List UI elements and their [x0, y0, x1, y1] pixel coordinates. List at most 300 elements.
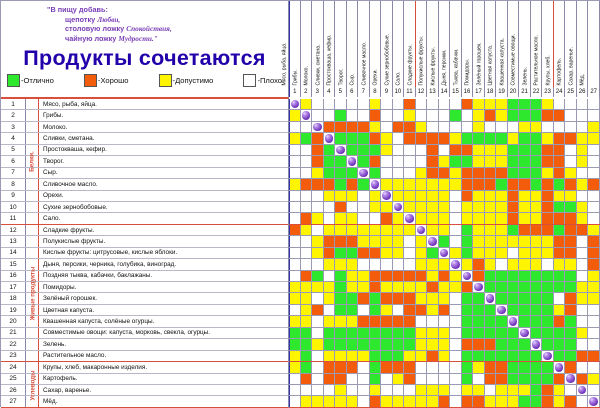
grid-cell-1-12[interactable]	[416, 99, 428, 109]
grid-cell-12-27[interactable]	[588, 225, 600, 235]
grid-cell-21-9[interactable]	[381, 328, 393, 338]
grid-cell-6-2[interactable]	[301, 156, 313, 166]
grid-cell-27-5[interactable]	[335, 396, 347, 406]
grid-cell-12-23[interactable]	[542, 225, 554, 235]
grid-cell-5-7[interactable]	[358, 145, 370, 155]
grid-cell-9-21[interactable]	[519, 191, 531, 201]
grid-cell-3-1[interactable]	[289, 122, 301, 132]
grid-cell-13-26[interactable]	[577, 236, 589, 246]
grid-cell-21-13[interactable]	[427, 328, 439, 338]
grid-cell-10-22[interactable]	[531, 202, 543, 212]
grid-cell-14-10[interactable]	[393, 248, 405, 258]
grid-cell-12-16[interactable]	[462, 225, 474, 235]
grid-cell-7-26[interactable]	[577, 168, 589, 178]
grid-cell-9-10[interactable]	[393, 191, 405, 201]
grid-cell-8-8[interactable]	[370, 179, 382, 189]
grid-cell-20-26[interactable]	[577, 316, 589, 326]
grid-cell-18-9[interactable]	[381, 293, 393, 303]
grid-cell-5-9[interactable]	[381, 145, 393, 155]
grid-cell-8-4[interactable]	[324, 179, 336, 189]
grid-cell-5-21[interactable]	[519, 145, 531, 155]
grid-cell-3-12[interactable]	[416, 122, 428, 132]
grid-cell-17-3[interactable]	[312, 282, 324, 292]
grid-cell-8-27[interactable]	[588, 179, 600, 189]
grid-cell-7-23[interactable]	[542, 168, 554, 178]
grid-cell-8-26[interactable]	[577, 179, 589, 189]
grid-cell-19-7[interactable]	[358, 305, 370, 315]
grid-cell-1-26[interactable]	[577, 99, 589, 109]
grid-cell-27-13[interactable]	[427, 396, 439, 406]
grid-cell-4-9[interactable]	[381, 133, 393, 143]
grid-cell-11-3[interactable]	[312, 213, 324, 223]
grid-cell-2-5[interactable]	[335, 110, 347, 120]
grid-cell-13-16[interactable]	[462, 236, 474, 246]
grid-cell-19-4[interactable]	[324, 305, 336, 315]
grid-cell-14-14[interactable]	[439, 248, 451, 258]
grid-cell-15-16[interactable]	[462, 259, 474, 269]
grid-cell-9-20[interactable]	[508, 191, 520, 201]
grid-cell-5-13[interactable]	[427, 145, 439, 155]
grid-cell-25-12[interactable]	[416, 374, 428, 384]
grid-cell-6-4[interactable]	[324, 156, 336, 166]
grid-cell-27-18[interactable]	[485, 396, 497, 406]
grid-cell-24-16[interactable]	[462, 362, 474, 372]
grid-cell-26-22[interactable]	[531, 385, 543, 395]
grid-cell-12-3[interactable]	[312, 225, 324, 235]
grid-cell-13-27[interactable]	[588, 236, 600, 246]
grid-cell-2-25[interactable]	[565, 110, 577, 120]
grid-cell-26-6[interactable]	[347, 385, 359, 395]
grid-cell-8-23[interactable]	[542, 179, 554, 189]
grid-cell-7-13[interactable]	[427, 168, 439, 178]
grid-cell-21-21[interactable]	[519, 328, 531, 338]
grid-cell-2-1[interactable]	[289, 110, 301, 120]
grid-cell-17-15[interactable]	[450, 282, 462, 292]
grid-cell-22-6[interactable]	[347, 339, 359, 349]
grid-cell-6-19[interactable]	[496, 156, 508, 166]
grid-cell-26-3[interactable]	[312, 385, 324, 395]
grid-cell-13-15[interactable]	[450, 236, 462, 246]
grid-cell-20-1[interactable]	[289, 316, 301, 326]
grid-cell-5-23[interactable]	[542, 145, 554, 155]
grid-cell-15-22[interactable]	[531, 259, 543, 269]
grid-cell-22-18[interactable]	[485, 339, 497, 349]
grid-cell-17-19[interactable]	[496, 282, 508, 292]
grid-cell-22-3[interactable]	[312, 339, 324, 349]
grid-cell-7-12[interactable]	[416, 168, 428, 178]
grid-cell-4-10[interactable]	[393, 133, 405, 143]
grid-cell-27-15[interactable]	[450, 396, 462, 406]
grid-cell-11-10[interactable]	[393, 213, 405, 223]
grid-cell-23-24[interactable]	[554, 351, 566, 361]
grid-cell-26-1[interactable]	[289, 385, 301, 395]
grid-cell-26-14[interactable]	[439, 385, 451, 395]
grid-cell-14-19[interactable]	[496, 248, 508, 258]
grid-cell-17-27[interactable]	[588, 282, 600, 292]
grid-cell-20-6[interactable]	[347, 316, 359, 326]
grid-cell-10-3[interactable]	[312, 202, 324, 212]
grid-cell-25-1[interactable]	[289, 374, 301, 384]
grid-cell-26-12[interactable]	[416, 385, 428, 395]
grid-cell-25-14[interactable]	[439, 374, 451, 384]
grid-cell-24-13[interactable]	[427, 362, 439, 372]
grid-cell-10-14[interactable]	[439, 202, 451, 212]
grid-cell-10-13[interactable]	[427, 202, 439, 212]
grid-cell-10-15[interactable]	[450, 202, 462, 212]
grid-cell-18-12[interactable]	[416, 293, 428, 303]
grid-cell-19-5[interactable]	[335, 305, 347, 315]
grid-cell-9-18[interactable]	[485, 191, 497, 201]
grid-cell-13-20[interactable]	[508, 236, 520, 246]
grid-cell-3-23[interactable]	[542, 122, 554, 132]
grid-cell-1-17[interactable]	[473, 99, 485, 109]
grid-cell-2-4[interactable]	[324, 110, 336, 120]
grid-cell-12-10[interactable]	[393, 225, 405, 235]
grid-cell-7-22[interactable]	[531, 168, 543, 178]
grid-cell-27-27[interactable]	[588, 396, 600, 406]
grid-cell-17-20[interactable]	[508, 282, 520, 292]
grid-cell-9-22[interactable]	[531, 191, 543, 201]
grid-cell-16-20[interactable]	[508, 271, 520, 281]
grid-cell-24-12[interactable]	[416, 362, 428, 372]
grid-cell-24-3[interactable]	[312, 362, 324, 372]
grid-cell-6-17[interactable]	[473, 156, 485, 166]
grid-cell-8-17[interactable]	[473, 179, 485, 189]
grid-cell-6-26[interactable]	[577, 156, 589, 166]
grid-cell-13-14[interactable]	[439, 236, 451, 246]
grid-cell-14-6[interactable]	[347, 248, 359, 258]
grid-cell-9-17[interactable]	[473, 191, 485, 201]
grid-cell-8-16[interactable]	[462, 179, 474, 189]
grid-cell-2-2[interactable]	[301, 110, 313, 120]
grid-cell-19-21[interactable]	[519, 305, 531, 315]
grid-cell-5-12[interactable]	[416, 145, 428, 155]
grid-cell-20-8[interactable]	[370, 316, 382, 326]
grid-cell-22-8[interactable]	[370, 339, 382, 349]
grid-cell-2-27[interactable]	[588, 110, 600, 120]
grid-cell-27-19[interactable]	[496, 396, 508, 406]
grid-cell-18-5[interactable]	[335, 293, 347, 303]
grid-cell-14-5[interactable]	[335, 248, 347, 258]
grid-cell-14-25[interactable]	[565, 248, 577, 258]
grid-cell-25-24[interactable]	[554, 374, 566, 384]
grid-cell-21-3[interactable]	[312, 328, 324, 338]
grid-cell-18-3[interactable]	[312, 293, 324, 303]
grid-cell-6-25[interactable]	[565, 156, 577, 166]
grid-cell-23-16[interactable]	[462, 351, 474, 361]
grid-cell-15-11[interactable]	[404, 259, 416, 269]
grid-cell-5-11[interactable]	[404, 145, 416, 155]
grid-cell-15-20[interactable]	[508, 259, 520, 269]
grid-cell-19-22[interactable]	[531, 305, 543, 315]
grid-cell-6-11[interactable]	[404, 156, 416, 166]
grid-cell-23-25[interactable]	[565, 351, 577, 361]
grid-cell-3-4[interactable]	[324, 122, 336, 132]
grid-cell-19-12[interactable]	[416, 305, 428, 315]
grid-cell-25-23[interactable]	[542, 374, 554, 384]
grid-cell-16-16[interactable]	[462, 271, 474, 281]
grid-cell-23-2[interactable]	[301, 351, 313, 361]
grid-cell-10-23[interactable]	[542, 202, 554, 212]
grid-cell-8-20[interactable]	[508, 179, 520, 189]
grid-cell-20-13[interactable]	[427, 316, 439, 326]
grid-cell-19-8[interactable]	[370, 305, 382, 315]
grid-cell-25-17[interactable]	[473, 374, 485, 384]
grid-cell-19-14[interactable]	[439, 305, 451, 315]
grid-cell-14-27[interactable]	[588, 248, 600, 258]
grid-cell-8-6[interactable]	[347, 179, 359, 189]
grid-cell-19-9[interactable]	[381, 305, 393, 315]
grid-cell-22-23[interactable]	[542, 339, 554, 349]
grid-cell-21-2[interactable]	[301, 328, 313, 338]
grid-cell-3-9[interactable]	[381, 122, 393, 132]
grid-cell-12-1[interactable]	[289, 225, 301, 235]
grid-cell-25-27[interactable]	[588, 374, 600, 384]
grid-cell-27-24[interactable]	[554, 396, 566, 406]
grid-cell-18-10[interactable]	[393, 293, 405, 303]
grid-cell-4-2[interactable]	[301, 133, 313, 143]
grid-cell-18-1[interactable]	[289, 293, 301, 303]
grid-cell-15-17[interactable]	[473, 259, 485, 269]
grid-cell-22-12[interactable]	[416, 339, 428, 349]
grid-cell-26-24[interactable]	[554, 385, 566, 395]
grid-cell-6-23[interactable]	[542, 156, 554, 166]
grid-cell-10-21[interactable]	[519, 202, 531, 212]
grid-cell-7-8[interactable]	[370, 168, 382, 178]
grid-cell-21-20[interactable]	[508, 328, 520, 338]
grid-cell-23-14[interactable]	[439, 351, 451, 361]
grid-cell-19-23[interactable]	[542, 305, 554, 315]
grid-cell-14-17[interactable]	[473, 248, 485, 258]
grid-cell-25-11[interactable]	[404, 374, 416, 384]
grid-cell-23-1[interactable]	[289, 351, 301, 361]
grid-cell-22-2[interactable]	[301, 339, 313, 349]
grid-cell-11-24[interactable]	[554, 213, 566, 223]
grid-cell-4-21[interactable]	[519, 133, 531, 143]
grid-cell-5-8[interactable]	[370, 145, 382, 155]
grid-cell-14-26[interactable]	[577, 248, 589, 258]
grid-cell-20-21[interactable]	[519, 316, 531, 326]
grid-cell-25-19[interactable]	[496, 374, 508, 384]
grid-cell-9-23[interactable]	[542, 191, 554, 201]
grid-cell-26-11[interactable]	[404, 385, 416, 395]
grid-cell-18-18[interactable]	[485, 293, 497, 303]
grid-cell-5-25[interactable]	[565, 145, 577, 155]
grid-cell-22-5[interactable]	[335, 339, 347, 349]
grid-cell-11-11[interactable]	[404, 213, 416, 223]
grid-cell-27-17[interactable]	[473, 396, 485, 406]
grid-cell-19-2[interactable]	[301, 305, 313, 315]
grid-cell-19-3[interactable]	[312, 305, 324, 315]
grid-cell-15-27[interactable]	[588, 259, 600, 269]
grid-cell-11-6[interactable]	[347, 213, 359, 223]
grid-cell-3-7[interactable]	[358, 122, 370, 132]
grid-cell-6-18[interactable]	[485, 156, 497, 166]
grid-cell-13-1[interactable]	[289, 236, 301, 246]
grid-cell-22-19[interactable]	[496, 339, 508, 349]
grid-cell-6-20[interactable]	[508, 156, 520, 166]
grid-cell-4-14[interactable]	[439, 133, 451, 143]
grid-cell-14-23[interactable]	[542, 248, 554, 258]
grid-cell-13-6[interactable]	[347, 236, 359, 246]
grid-cell-21-27[interactable]	[588, 328, 600, 338]
grid-cell-18-19[interactable]	[496, 293, 508, 303]
grid-cell-14-22[interactable]	[531, 248, 543, 258]
grid-cell-13-18[interactable]	[485, 236, 497, 246]
grid-cell-8-3[interactable]	[312, 179, 324, 189]
grid-cell-3-13[interactable]	[427, 122, 439, 132]
grid-cell-27-12[interactable]	[416, 396, 428, 406]
grid-cell-6-5[interactable]	[335, 156, 347, 166]
grid-cell-3-27[interactable]	[588, 122, 600, 132]
grid-cell-15-13[interactable]	[427, 259, 439, 269]
grid-cell-17-10[interactable]	[393, 282, 405, 292]
grid-cell-15-7[interactable]	[358, 259, 370, 269]
grid-cell-26-15[interactable]	[450, 385, 462, 395]
grid-cell-7-20[interactable]	[508, 168, 520, 178]
grid-cell-25-3[interactable]	[312, 374, 324, 384]
grid-cell-12-17[interactable]	[473, 225, 485, 235]
grid-cell-23-19[interactable]	[496, 351, 508, 361]
grid-cell-2-14[interactable]	[439, 110, 451, 120]
grid-cell-21-16[interactable]	[462, 328, 474, 338]
grid-cell-23-10[interactable]	[393, 351, 405, 361]
grid-cell-11-20[interactable]	[508, 213, 520, 223]
grid-cell-14-21[interactable]	[519, 248, 531, 258]
grid-cell-20-10[interactable]	[393, 316, 405, 326]
grid-cell-12-5[interactable]	[335, 225, 347, 235]
grid-cell-18-11[interactable]	[404, 293, 416, 303]
grid-cell-12-25[interactable]	[565, 225, 577, 235]
grid-cell-14-2[interactable]	[301, 248, 313, 258]
grid-cell-26-25[interactable]	[565, 385, 577, 395]
grid-cell-1-8[interactable]	[370, 99, 382, 109]
grid-cell-14-12[interactable]	[416, 248, 428, 258]
grid-cell-16-9[interactable]	[381, 271, 393, 281]
grid-cell-5-4[interactable]	[324, 145, 336, 155]
grid-cell-27-1[interactable]	[289, 396, 301, 406]
grid-cell-16-7[interactable]	[358, 271, 370, 281]
grid-cell-8-25[interactable]	[565, 179, 577, 189]
grid-cell-21-1[interactable]	[289, 328, 301, 338]
grid-cell-24-10[interactable]	[393, 362, 405, 372]
grid-cell-7-16[interactable]	[462, 168, 474, 178]
grid-cell-23-27[interactable]	[588, 351, 600, 361]
grid-cell-16-25[interactable]	[565, 271, 577, 281]
grid-cell-13-19[interactable]	[496, 236, 508, 246]
grid-cell-3-20[interactable]	[508, 122, 520, 132]
grid-cell-16-10[interactable]	[393, 271, 405, 281]
grid-cell-1-5[interactable]	[335, 99, 347, 109]
grid-cell-7-6[interactable]	[347, 168, 359, 178]
grid-cell-1-11[interactable]	[404, 99, 416, 109]
grid-cell-10-10[interactable]	[393, 202, 405, 212]
grid-cell-1-27[interactable]	[588, 99, 600, 109]
grid-cell-20-17[interactable]	[473, 316, 485, 326]
grid-cell-7-9[interactable]	[381, 168, 393, 178]
grid-cell-23-23[interactable]	[542, 351, 554, 361]
grid-cell-8-19[interactable]	[496, 179, 508, 189]
grid-cell-10-9[interactable]	[381, 202, 393, 212]
grid-cell-14-24[interactable]	[554, 248, 566, 258]
grid-cell-27-7[interactable]	[358, 396, 370, 406]
grid-cell-21-7[interactable]	[358, 328, 370, 338]
grid-cell-1-9[interactable]	[381, 99, 393, 109]
grid-cell-14-3[interactable]	[312, 248, 324, 258]
grid-cell-20-18[interactable]	[485, 316, 497, 326]
grid-cell-11-22[interactable]	[531, 213, 543, 223]
grid-cell-3-18[interactable]	[485, 122, 497, 132]
grid-cell-4-27[interactable]	[588, 133, 600, 143]
grid-cell-26-5[interactable]	[335, 385, 347, 395]
grid-cell-1-24[interactable]	[554, 99, 566, 109]
grid-cell-23-15[interactable]	[450, 351, 462, 361]
grid-cell-21-24[interactable]	[554, 328, 566, 338]
grid-cell-17-13[interactable]	[427, 282, 439, 292]
grid-cell-25-25[interactable]	[565, 374, 577, 384]
grid-cell-26-2[interactable]	[301, 385, 313, 395]
grid-cell-26-8[interactable]	[370, 385, 382, 395]
grid-cell-6-3[interactable]	[312, 156, 324, 166]
grid-cell-10-6[interactable]	[347, 202, 359, 212]
grid-cell-8-15[interactable]	[450, 179, 462, 189]
grid-cell-26-10[interactable]	[393, 385, 405, 395]
grid-cell-1-15[interactable]	[450, 99, 462, 109]
grid-cell-4-5[interactable]	[335, 133, 347, 143]
grid-cell-11-25[interactable]	[565, 213, 577, 223]
grid-cell-21-11[interactable]	[404, 328, 416, 338]
grid-cell-6-22[interactable]	[531, 156, 543, 166]
grid-cell-6-21[interactable]	[519, 156, 531, 166]
grid-cell-18-22[interactable]	[531, 293, 543, 303]
grid-cell-21-22[interactable]	[531, 328, 543, 338]
grid-cell-5-3[interactable]	[312, 145, 324, 155]
grid-cell-8-10[interactable]	[393, 179, 405, 189]
grid-cell-7-1[interactable]	[289, 168, 301, 178]
grid-cell-5-24[interactable]	[554, 145, 566, 155]
grid-cell-14-4[interactable]	[324, 248, 336, 258]
grid-cell-25-26[interactable]	[577, 374, 589, 384]
grid-cell-5-16[interactable]	[462, 145, 474, 155]
grid-cell-17-21[interactable]	[519, 282, 531, 292]
grid-cell-10-26[interactable]	[577, 202, 589, 212]
grid-cell-12-2[interactable]	[301, 225, 313, 235]
grid-cell-9-9[interactable]	[381, 191, 393, 201]
grid-cell-24-4[interactable]	[324, 362, 336, 372]
grid-cell-2-22[interactable]	[531, 110, 543, 120]
grid-cell-16-14[interactable]	[439, 271, 451, 281]
grid-cell-5-27[interactable]	[588, 145, 600, 155]
grid-cell-13-8[interactable]	[370, 236, 382, 246]
grid-cell-15-19[interactable]	[496, 259, 508, 269]
grid-cell-27-8[interactable]	[370, 396, 382, 406]
grid-cell-3-5[interactable]	[335, 122, 347, 132]
grid-cell-10-12[interactable]	[416, 202, 428, 212]
grid-cell-27-16[interactable]	[462, 396, 474, 406]
grid-cell-8-1[interactable]	[289, 179, 301, 189]
grid-cell-15-14[interactable]	[439, 259, 451, 269]
grid-cell-22-1[interactable]	[289, 339, 301, 349]
grid-cell-16-26[interactable]	[577, 271, 589, 281]
grid-cell-24-9[interactable]	[381, 362, 393, 372]
grid-cell-15-8[interactable]	[370, 259, 382, 269]
grid-cell-11-2[interactable]	[301, 213, 313, 223]
grid-cell-4-22[interactable]	[531, 133, 543, 143]
grid-cell-11-4[interactable]	[324, 213, 336, 223]
grid-cell-24-22[interactable]	[531, 362, 543, 372]
grid-cell-6-12[interactable]	[416, 156, 428, 166]
grid-cell-6-15[interactable]	[450, 156, 462, 166]
